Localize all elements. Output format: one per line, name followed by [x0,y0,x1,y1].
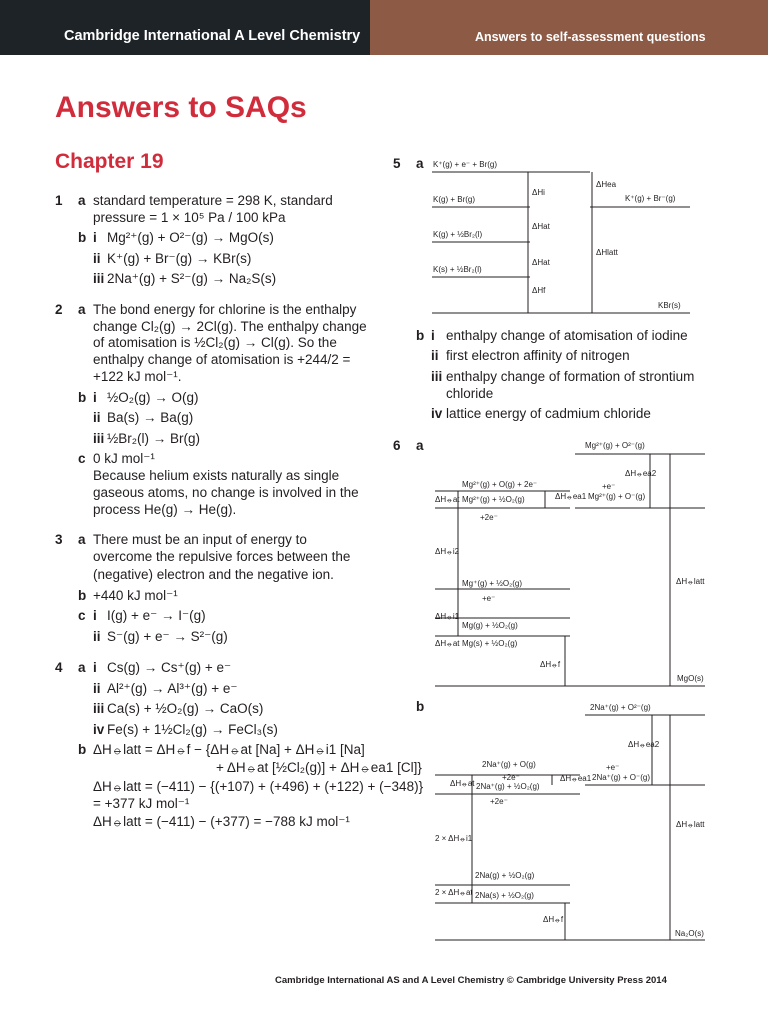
born-haber-diagram-na2o [430,700,710,945]
q1-a-line1: standard temperature = 298 K, standard [93,193,333,208]
q3-b-label: b [78,588,87,603]
level-label: 2Na(s) + ½O₂(g) [475,891,534,900]
level-label: 2Na⁺(g) + O⁻(g) [592,773,651,782]
q1-b-i-label: i [93,230,97,245]
level-label: Mg²⁺(g) + ½O₂(g) [462,495,525,504]
q4-a-iii-label: iii [93,701,105,716]
arrow-label: ΔH⦵ea1 [555,492,587,501]
q4-a-ii: Al²⁺(g) → Al³⁺(g) + e⁻ [107,681,238,696]
q3-c-label: c [78,608,86,623]
level-label: K(s) + ½Br₂(l) [433,265,482,274]
copyright-footer: Cambridge International AS and A Level Chemistry © Cambridge University Press 2014 [275,975,667,986]
electron-label: +e⁻ [606,763,620,772]
q4-a-iii: Ca(s) + ½O₂(g) → CaO(s) [107,701,264,716]
q1-b-iii: 2Na⁺(g) + S²⁻(g) → Na₂S(s) [107,271,277,286]
q3-a-label: a [78,532,86,547]
page-title: Answers to SAQs [55,91,307,124]
q3-c-ii-label: ii [93,629,101,644]
level-label: Mg²⁺(g) + O²⁻(g) [585,441,645,450]
header-right-bar [370,0,768,55]
arrow-label: ΔH⦵ea2 [625,469,657,478]
q1-b-ii-label: ii [93,251,101,266]
q1-b-ii: K⁺(g) + Br⁻(g) → KBr(s) [107,251,252,266]
level-label: KBr(s) [658,301,681,310]
q4-b-line: + ΔH⦵at [½Cl₂(g)] + ΔH⦵ea1 [Cl]} [216,760,422,775]
level-label: Mg⁺(g) + ½O₂(g) [462,579,523,588]
level-label: 2Na⁺(g) + O(g) [482,760,536,769]
q5-b-label: b [416,328,425,343]
q4-a-i-label: i [93,660,97,675]
arrow-label: ΔH⦵at [450,779,475,788]
q4-a-iv: Fe(s) + 1½Cl₂(g) → FeCl₃(s) [107,722,278,737]
level-label: Mg(s) + ½O₂(g) [462,639,518,648]
q1-number: 1 [55,193,63,208]
q4-b-line: = +377 kJ mol⁻¹ [93,796,190,811]
q2-c-line: gaseous atoms, no change is involved in the [93,485,359,500]
level-label: MgO(s) [677,674,704,683]
arrow-label: ΔH⦵f [543,915,564,924]
q4-a-iv-label: iv [93,722,105,737]
q5-b-iii-cont: chloride [446,386,494,401]
q4-number: 4 [55,660,63,675]
level-label: Mg²⁺(g) + O⁻(g) [588,492,646,501]
level-label: K⁺(g) + e⁻ + Br(g) [433,160,498,169]
q2-c-line: Because helium exists naturally as single [93,468,340,483]
q3-b: +440 kJ mol⁻¹ [93,588,178,603]
q2-b-ii: Ba(s) → Ba(g) [107,410,194,425]
level-label: 2Na(g) + ½O₂(g) [475,871,535,880]
arrow-label: ΔHlatt [596,248,618,257]
arrow-label: ΔH⦵latt [676,577,705,586]
q2-b-i: ½O₂(g) → O(g) [107,390,199,405]
q3-c-i-label: i [93,608,97,623]
arrow-label: ΔH⦵latt [676,820,705,829]
book-title: Cambridge International A Level Chemistry [64,28,361,44]
q4-a-i: Cs(g) → Cs⁺(g) + e⁻ [107,660,232,675]
q4-b-label: b [78,742,87,757]
q3-a-line: overcome the repulsive forces between the [93,549,351,564]
electron-label: +2e⁻ [490,797,508,806]
level-label: Na₂O(s) [675,929,704,938]
arrow-label: 2 × ΔH⦵at [435,888,473,897]
born-haber-diagram-kbr [420,155,720,315]
q5-b-i-label: i [431,328,435,343]
q2-b-iii-label: iii [93,431,105,446]
level-label: K(g) + Br(g) [433,195,476,204]
q2-b-i-label: i [93,390,97,405]
q4-b-line: ΔH⦵latt = ΔH⦵f − {ΔH⦵at [Na] + ΔH⦵i1 [Na] [93,742,365,757]
level-label: K(g) + ½Br₂(l) [433,230,483,239]
q2-b-iii: ½Br₂(l) → Br(g) [107,431,200,446]
q2-a-line: of atomisation is ½Cl₂(g) → Cl(g). So the [93,335,337,350]
born-haber-diagram-mgo [430,436,710,691]
arrow-label: ΔHi [532,188,545,197]
q1-b-iii-label: iii [93,271,105,286]
q4-a-ii-label: ii [93,681,101,696]
arrow-label: ΔH⦵at [435,639,460,648]
q2-a-line: change Cl₂(g) → 2Cl(g). The enthalpy change [93,319,367,334]
section-title: Answers to self-assessment questions [475,30,706,44]
q2-a-label: a [78,302,86,317]
q3-a-line: (negative) electron and the negative ion. [93,567,334,582]
electron-label: +2e⁻ [502,773,520,782]
arrow-label: ΔH⦵i1 [435,612,460,621]
arrow-label: ΔH⦵i2 [435,547,460,556]
q1-a-line2: pressure = 1 × 10⁵ Pa / 100 kPa [93,210,286,225]
chapter-heading: Chapter 19 [55,150,164,173]
q3-c-ii: S⁻(g) + e⁻ → S²⁻(g) [107,629,228,644]
arrow-label: ΔH⦵f [540,660,561,669]
header-left-bar [0,0,370,55]
arrow-label: ΔH⦵ea2 [628,740,660,749]
q2-a-line: enthalpy change of atomisation is +244/2 = [93,352,351,367]
q4-b-line: ΔH⦵latt = (−411) − (+377) = −788 kJ mol⁻¹ [93,814,350,829]
q6-b-label: b [416,699,425,714]
q6-a-label: a [416,438,424,453]
q2-c-line: process He(g) → He(g). [93,502,237,517]
q5-b-ii-label: ii [431,348,439,363]
q2-number: 2 [55,302,63,317]
level-label: 2Na⁺(g) + ½O₂(g) [476,782,540,791]
q1-a-label: a [78,193,86,208]
level-label: Mg²⁺(g) + O(g) + 2e⁻ [462,480,538,489]
q2-b-label: b [78,390,87,405]
electron-label: +2e⁻ [480,513,498,522]
arrow-label: ΔHea [596,180,617,189]
q5-b-ii: first electron affinity of nitrogen [446,348,630,363]
q1-b-i: Mg²⁺(g) + O²⁻(g) → MgO(s) [107,230,274,245]
arrow-label: ΔH⦵ea1 [560,774,592,783]
arrow-label: ΔHf [532,286,546,295]
q5-b-i: enthalpy change of atomisation of iodine [446,328,688,343]
q5-number: 5 [393,156,401,171]
q5-b-iii: enthalpy change of formation of strontium [446,369,695,384]
electron-label: +e⁻ [602,482,616,491]
q5-b-iv-label: iv [431,406,443,421]
q5-b-iii-label: iii [431,369,443,384]
q3-a-line: There must be an input of energy to [93,532,307,547]
arrow-label: ΔHat [532,258,550,267]
arrow-label: ΔHat [532,222,550,231]
level-label: Mg(g) + ½O₂(g) [462,621,518,630]
q2-c-line: 0 kJ mol⁻¹ [93,451,155,466]
q5-b-iv: lattice energy of cadmium chloride [446,406,651,421]
q6-number: 6 [393,438,401,453]
level-label: K⁺(g) + Br⁻(g) [625,194,676,203]
q2-b-ii-label: ii [93,410,101,425]
arrow-label: ΔH⦵at [435,495,460,504]
q4-b-line: ΔH⦵latt = (−411) − {(+107) + (+496) + (+122) + (−348)} [93,779,424,794]
q2-a-line: +122 kJ mol⁻¹. [93,369,182,384]
q2-c-label: c [78,451,86,466]
q2-a-line: The bond energy for chlorine is the enthalpy [93,302,357,317]
q1-b-label: b [78,230,87,245]
electron-label: +e⁻ [482,594,496,603]
q3-c-i: I(g) + e⁻ → I⁻(g) [107,608,206,623]
q5-a-label: a [416,156,424,171]
q4-a-label: a [78,660,86,675]
arrow-label: 2 × ΔH⦵i1 [435,834,473,843]
q3-number: 3 [55,532,63,547]
level-label: 2Na⁺(g) + O²⁻(g) [590,703,651,712]
